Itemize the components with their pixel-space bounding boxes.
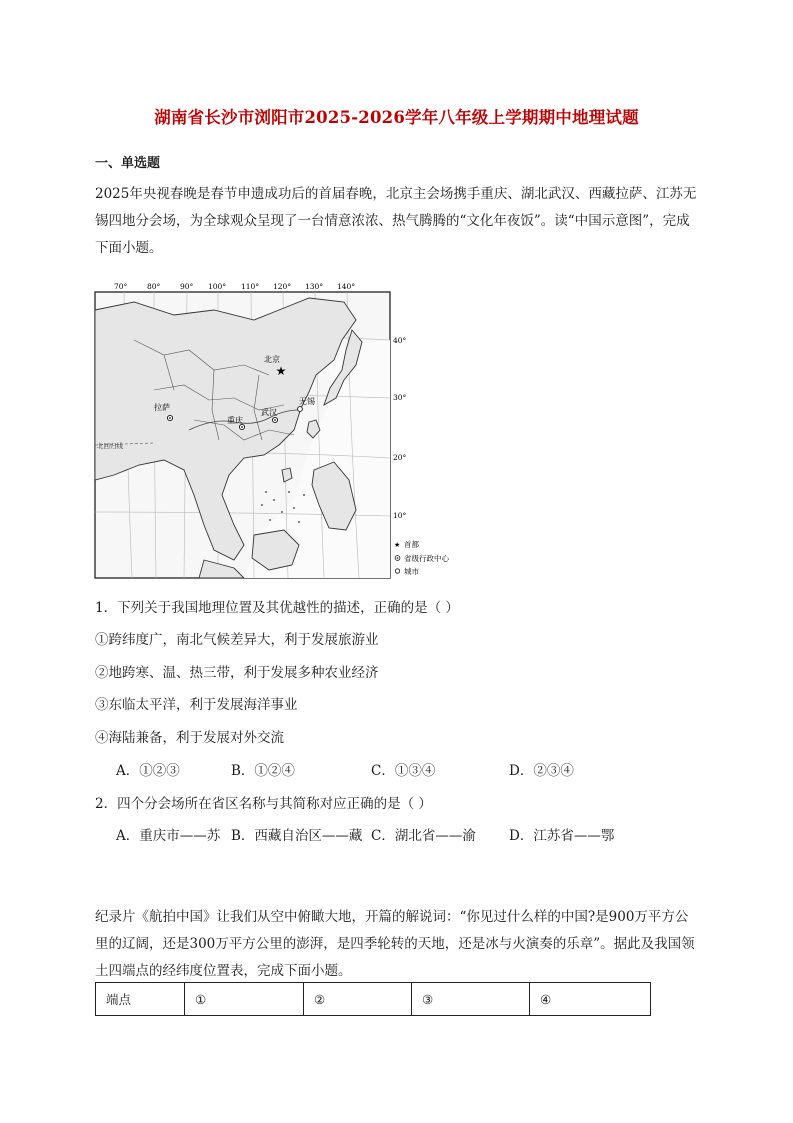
legend-capital: 首都 — [404, 540, 419, 549]
q1-option-a[interactable]: A．①②③ — [116, 763, 180, 779]
city-label-chongqing: 重庆 — [227, 416, 243, 425]
q1-option-b[interactable]: B．①②④ — [231, 763, 295, 779]
table-header-cell: ① — [185, 983, 304, 1016]
q1-option-d[interactable]: D．②③④ — [509, 763, 574, 779]
lon-label: 80° — [147, 282, 161, 291]
legend-city: 城市 — [404, 567, 419, 576]
city-icon — [298, 407, 303, 412]
china-map — [94, 280, 449, 580]
tropic-label: 北回归线 — [97, 442, 123, 450]
lon-label: 90° — [180, 282, 194, 291]
city-label-beijing: 北京 — [264, 355, 280, 364]
lat-label: 40° — [393, 336, 407, 345]
legend-city-icon — [395, 569, 399, 573]
table-row — [96, 983, 651, 1016]
city-label-lhasa: 拉萨 — [154, 403, 170, 412]
lon-label: 100° — [208, 282, 227, 291]
table-header-cell: ② — [304, 983, 412, 1016]
lat-label: 20° — [393, 453, 407, 462]
lon-label: 70° — [114, 282, 128, 291]
q1-item-4: ④海陆兼备，利于发展对外交流 — [95, 730, 284, 746]
lon-label: 140° — [337, 282, 356, 291]
extreme-points-table — [95, 982, 651, 1016]
table-header-cell: ④ — [530, 983, 651, 1016]
legend-provincial: 省级行政中心 — [404, 554, 449, 563]
table-header-cell: ③ — [412, 983, 530, 1016]
lat-label: 10° — [393, 511, 407, 520]
table-header-cell: 端点 — [96, 983, 185, 1016]
q1-stem: 1．下列关于我国地理位置及其优越性的描述，正确的是（ ） — [95, 600, 459, 616]
page-title: 湖南省长沙市浏阳市2025-2026学年八年级上学期期中地理试题 — [154, 108, 639, 127]
q1-item-3: ③东临太平洋，利于发展海洋事业 — [95, 697, 298, 713]
section-heading: 一、单选题 — [95, 156, 161, 171]
q2-stem: 2．四个分会场所在省区名称与其简称对应正确的是（ ） — [95, 796, 432, 812]
intro-paragraph-2: 纪录片《航拍中国》让我们从空中俯瞰大地，开篇的解说词：“你见过什么样的中国?是900万平方公里的辽阔，还是300万平方公里的澎湃，是四季轮转的天地，还是冰与火演奏的乐章”。据此及我国领土四端点的经纬度位置表，完成下面小题。 — [95, 909, 695, 979]
lat-label: 30° — [393, 393, 407, 402]
legend-star-icon: ★ — [394, 541, 401, 549]
lon-label: 120° — [273, 282, 292, 291]
lon-label: 130° — [305, 282, 324, 291]
q2-option-c[interactable]: C．湖北省——渝 — [371, 828, 476, 844]
q1-item-1: ①跨纬度广，南北气候差异大，利于发展旅游业 — [95, 632, 379, 648]
capital-star-icon: ★ — [275, 364, 287, 378]
lon-label: 110° — [241, 282, 260, 291]
city-label-wuxi: 无锡 — [299, 397, 315, 406]
city-label-wuhan: 武汉 — [261, 408, 277, 417]
q2-option-b[interactable]: B．西藏自治区——藏 — [231, 828, 363, 844]
q2-option-a[interactable]: A．重庆市——苏 — [116, 828, 221, 844]
q2-option-d[interactable]: D．江苏省——鄂 — [509, 828, 615, 844]
q1-option-c[interactable]: C．①③④ — [371, 763, 436, 779]
intro-paragraph-1: 2025年央视春晚是春节申遗成功后的首届春晚，北京主会场携手重庆、湖北武汉、西藏拉萨、江苏无锡四地分会场，为全球观众呈现了一台情意浓浓、热气腾腾的“文化年夜饭”。读“中国示意图”，完成下面小题。 — [95, 186, 697, 256]
q1-item-2: ②地跨寒、温、热三带，利于发展多种农业经济 — [95, 665, 379, 681]
